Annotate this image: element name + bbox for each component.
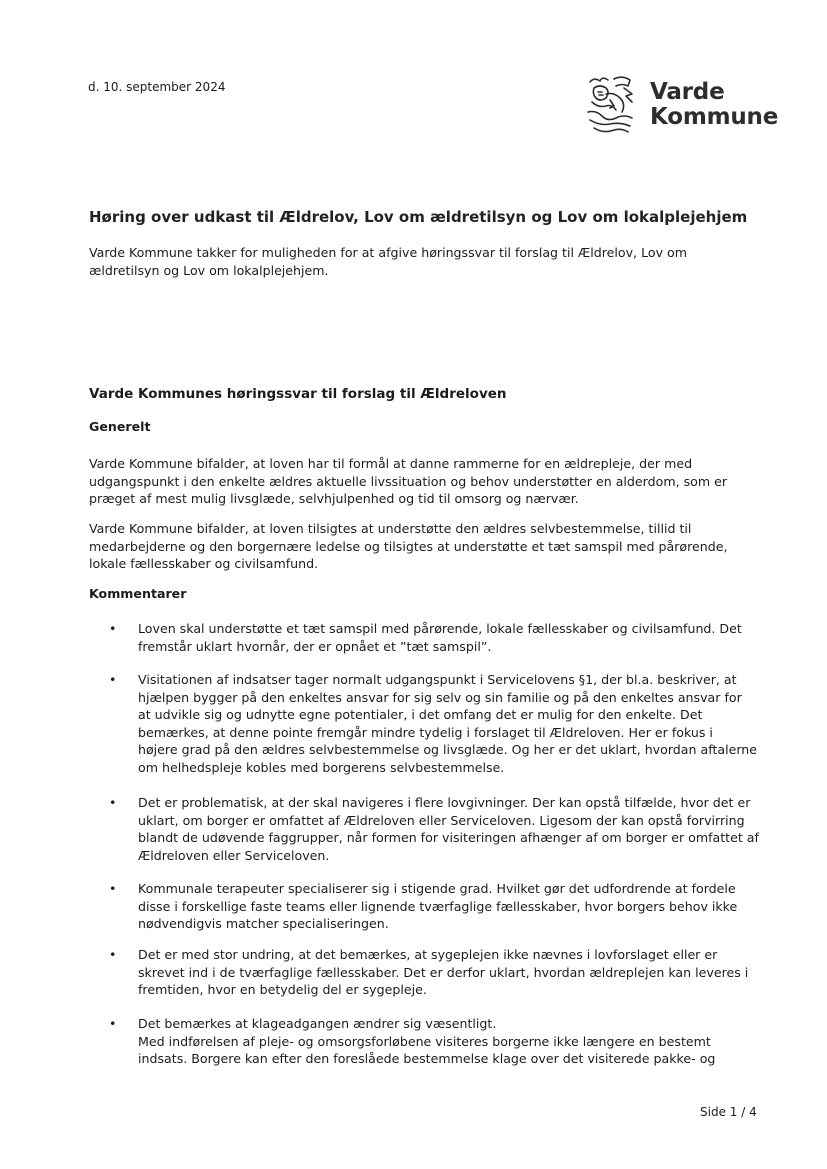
text-line: Varde Kommune bifalder, at loven har til formål at danne rammerne for en ældrepleje, der med — [89, 456, 693, 471]
text-line: Det er problematisk, at der skal navigeres i flere lovgivninger. Der kan opstå tilfælde, hvor det er — [138, 795, 751, 810]
bullet-icon: • — [109, 672, 117, 687]
text-line: fremtiden, hvor en betydelig del er sygepleje. — [138, 982, 427, 997]
intro-paragraph — [89, 244, 749, 279]
text-line: Ældreloven eller Serviceloven. — [138, 847, 330, 863]
text-line: ældretilsyn og Lov om lokalplejehjem. — [89, 262, 329, 278]
text-line: Varde Kommune takker for muligheden for at afgive høringssvar til forslag til Ældrelov, Lov om — [89, 245, 687, 260]
text-line: uklart, om borger er omfattet af Ældreloven eller Serviceloven. Ligesom der kan opstå forvirring — [138, 812, 745, 828]
logo-wordmark-line1: Varde — [650, 79, 725, 105]
text-line: medarbejderne og den borgernære ledelse og tilsigtes at understøtte et tæt samspil med pårørende, — [89, 538, 728, 554]
general-heading: Generelt — [89, 419, 151, 434]
text-line: indsats. Borgere kan efter den foreslåede bestemmelse klage over det visiterede pakke- og — [138, 1051, 716, 1066]
text-line: om helhedspleje kobles med borgerens selvbestemmelse. — [138, 759, 505, 775]
text-line: Det er med stor undring, at det bemærkes, at sygeplejen ikke nævnes i lovforslaget eller er — [138, 947, 718, 962]
general-paragraph-2 — [89, 520, 749, 573]
text-line: Loven skal understøtte et tæt samspil med pårørende, lokale fællesskaber og civilsamfund. Det — [138, 621, 742, 636]
text-line: lokale fællesskaber og civilsamfund. — [89, 556, 319, 571]
text-line: bemærkes, at denne pointe fremgår mindre tydelig i forslaget til Ældreloven. Her er fokus i — [138, 724, 713, 740]
logo-wordmark-line2: Kommune — [650, 104, 779, 130]
text-line: disse i forskellige faste teams eller lignende tværfaglige fællesskaber, hvor borgers behov ikke — [138, 898, 738, 914]
text-line: Det bemærkes at klageadgangen ændrer sig væsentligt. — [138, 1016, 497, 1031]
section-title: Varde Kommunes høringssvar til forslag til Ældreloven — [89, 386, 507, 402]
text-line: Kommunale terapeuter specialiserer sig i stigende grad. Hvilket gør det udfordrende at fordele — [138, 881, 736, 896]
general-paragraph-1 — [89, 455, 749, 508]
letter-title: Høring over udkast til Ældrelov, Lov om ældretilsyn og Lov om lokalplejehjem — [89, 208, 748, 226]
text-line: nødvendigvis matcher specialiseringen. — [138, 916, 389, 931]
text-line: skrevet ind i de tværfaglige fællesskaber. Det er derfor uklart, hvordan ældreplejen kan leveres i — [138, 964, 749, 980]
text-line: højere grad på den ældres selvbestemmelse og livsglæde. Og her er det uklart, hvordan aftalerne — [138, 742, 758, 757]
text-line: fremstår uklart hvornår, der er opnået et ”tæt samspil”. — [138, 638, 492, 654]
bullet-icon: • — [109, 621, 117, 636]
bullet-icon: • — [109, 1016, 117, 1031]
text-line: Med indførelsen af pleje- og omsorgsforløbene visiteres borgerne ikke længere en bestemt — [138, 1033, 711, 1049]
text-line: udgangspunkt i den enkelte ældres aktuelle livssituation og behov understøtter en alderdom, som er — [89, 473, 728, 489]
varde-kommune-logo — [580, 74, 779, 138]
text-line: blandt de udøvende faggrupper, når formen for visiteringen afhænger af om borger er omfattet af — [138, 830, 759, 845]
bullet-icon: • — [109, 881, 117, 896]
text-line: hjælpen bygger på den enkeltes ansvar for sig selv og sin familie og på den enkeltes ansvar for — [138, 689, 742, 705]
text-line: Visitationen af indsatser tager normalt udgangspunkt i Servicelovens §1, der bl.a. beskriver, at — [138, 672, 737, 687]
comments-heading: Kommentarer — [89, 586, 187, 601]
letter-date: d. 10. september 2024 — [88, 80, 226, 94]
text-line: præget af mest mulig livsglæde, selvhjulpenhed og tid til omsorg og nærvær. — [89, 491, 579, 506]
coat-of-arms-icon — [580, 74, 640, 138]
text-line: at udvikle sig og udnytte egne potentialer, i det omfang det er mulig for den enkelte. Det — [138, 707, 703, 722]
bullet-icon: • — [109, 947, 117, 962]
bullet-icon: • — [109, 795, 117, 810]
text-line: Varde Kommune bifalder, at loven tilsigtes at understøtte den ældres selvbestemmelse, tillid til — [89, 521, 692, 536]
page-number: Side 1 / 4 — [700, 1105, 757, 1119]
